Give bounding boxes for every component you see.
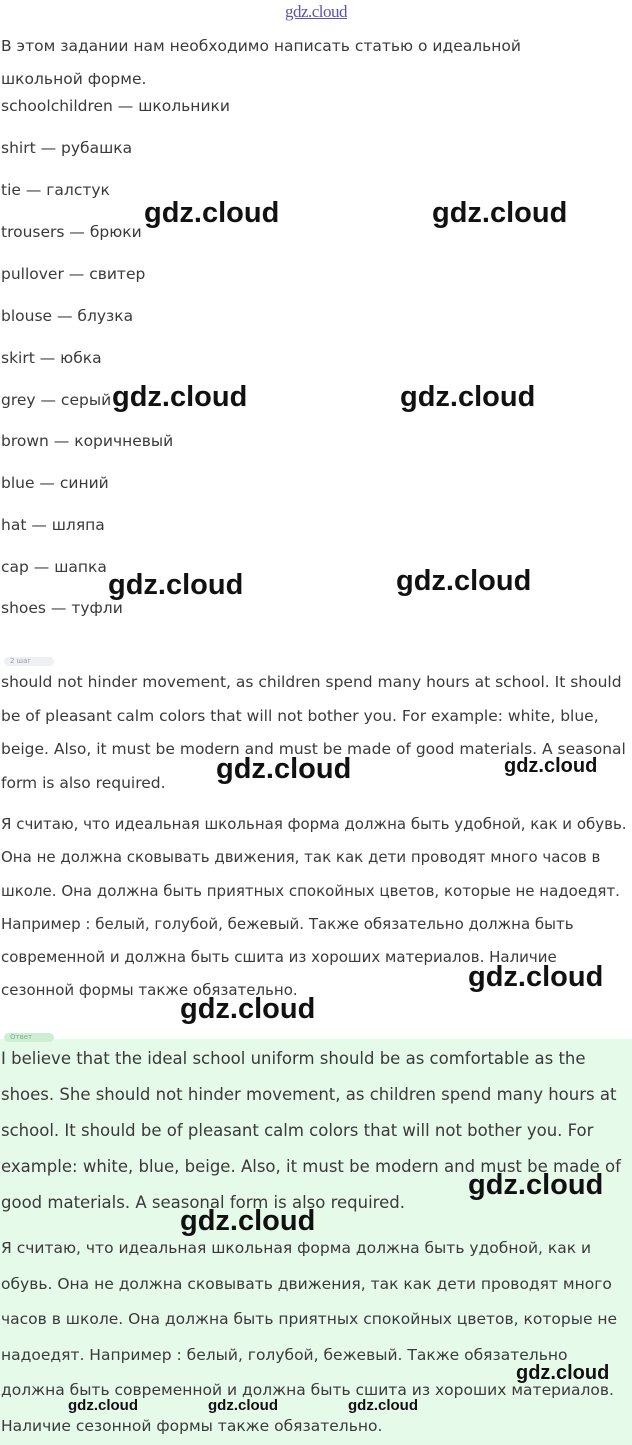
watermark: gdz.cloud xyxy=(180,1205,316,1237)
watermark: gdz.cloud xyxy=(112,381,248,413)
watermark: gdz.cloud xyxy=(516,1362,610,1384)
watermark: gdz.cloud xyxy=(396,565,532,597)
vocab-item: grey — серый xyxy=(1,391,112,409)
vocab-item: trousers — брюки xyxy=(1,223,142,241)
vocab-item: pullover — свитер xyxy=(1,265,146,283)
watermark: gdz.cloud xyxy=(180,993,316,1025)
watermark: gdz.cloud xyxy=(468,1169,604,1201)
vocab-item: cap — шапка xyxy=(1,558,107,576)
step-text-russian: Я считаю, что идеальная школьная форма должна быть удобной, как и обувь. Она не должна сковывать движения, так как дети проводят много часов в школе. Она должна быть приятных спокойных цветов, которые не надоедят. Например : белый, голубой, бежевый. Также обязательно должна быть современной и должна быть сшита из хороших материалов. Наличие сезонной формы также обязательно. xyxy=(1,815,627,1000)
watermark: gdz.cloud xyxy=(504,755,598,777)
answer-text-english: I believe that the ideal school uniform should be as comfortable as the shoes. She should not hinder movement, as children spend many hours at school. It should be of pleasant calm colors that will not bother you. For example: white, blue, beige. Also, it must be modern and must be made of good materials. A seasonal form is also required. xyxy=(1,1049,621,1212)
watermark: gdz.cloud xyxy=(108,569,244,601)
vocab-item: shoes — туфли xyxy=(1,599,123,617)
watermark: gdz.cloud xyxy=(468,961,604,993)
vocab-item: schoolchildren — школьники xyxy=(1,97,230,115)
vocab-item: blue — синий xyxy=(1,474,109,492)
watermark: gdz.cloud xyxy=(144,197,280,229)
vocab-item: tie — галстук xyxy=(1,181,110,199)
watermark: gdz.cloud xyxy=(348,1397,418,1414)
step-badge: 2 шаг xyxy=(4,657,54,666)
watermark: gdz.cloud xyxy=(68,1397,138,1414)
step-text-english: should not hinder movement, as children spend many hours at school. It should be of pleasant calm colors that will not bother you. For example: white, blue, beige. Also, it must be modern and must be made of good materials. A seasonal form is also required. xyxy=(1,673,626,792)
site-logo[interactable]: gdz.cloud xyxy=(284,2,348,21)
answer-text-russian: Я считаю, что идеальная школьная форма должна быть удобной, как и обувь. Она не должна сковывать движения, так как дети проводят много часов в школе. Она должна быть приятных спокойных цветов, которые не надоедят. Например : белый, голубой, бежевый. Также обязательно должна быть современной и должна быть сшита из хороших материалов. Наличие сезонной формы также обязательно. xyxy=(1,1239,618,1435)
vocab-item: brown — коричневый xyxy=(1,432,174,450)
watermark: gdz.cloud xyxy=(432,197,568,229)
answer-badge: Ответ xyxy=(4,1033,54,1042)
vocab-item: shirt — рубашка xyxy=(1,139,133,157)
watermark: gdz.cloud xyxy=(208,1397,278,1414)
watermark: gdz.cloud xyxy=(216,753,352,785)
vocab-item: blouse — блузка xyxy=(1,307,134,325)
watermark: gdz.cloud xyxy=(400,381,536,413)
vocab-item: hat — шляпа xyxy=(1,516,105,534)
intro-text: В этом задании нам необходимо написать статью о идеальной школьной форме. xyxy=(1,37,521,88)
vocab-item: skirt — юбка xyxy=(1,349,102,367)
